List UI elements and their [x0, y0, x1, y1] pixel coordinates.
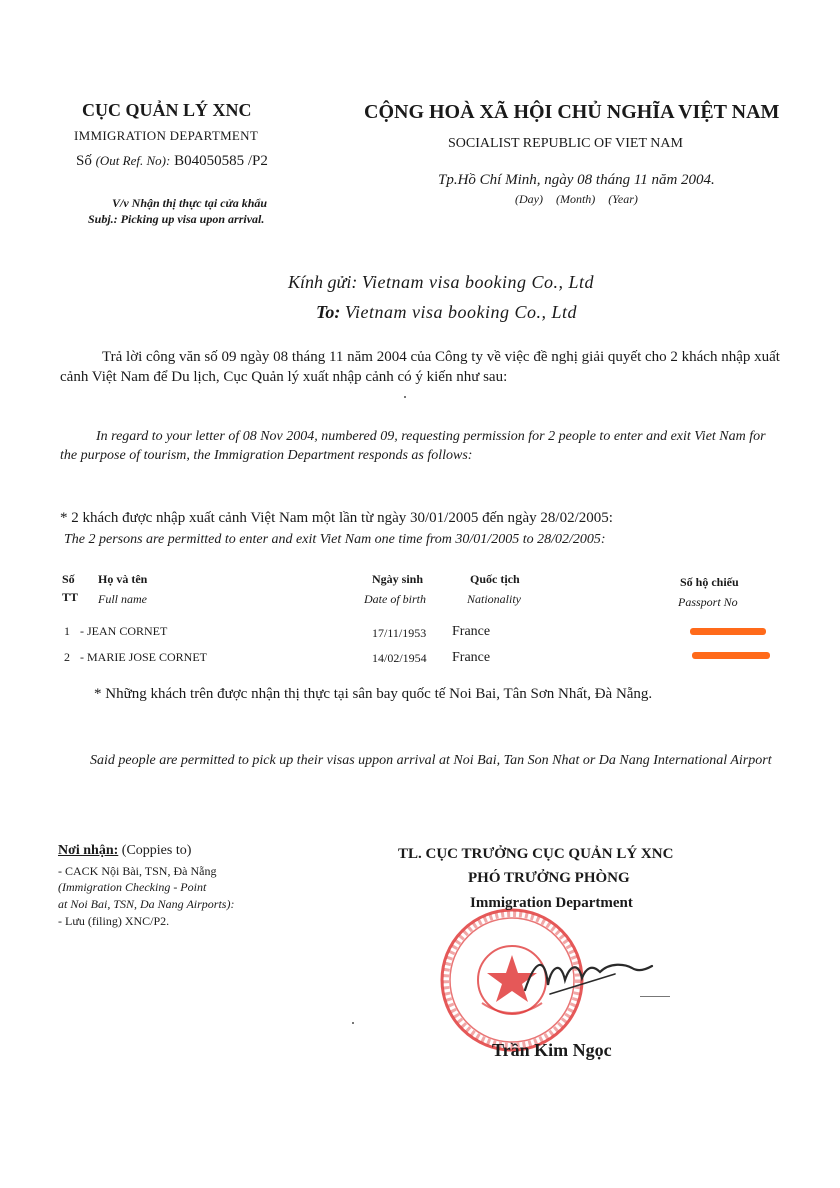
subject-en: Subj.: Picking up visa upon arrival. — [88, 212, 265, 226]
copies-line-2: (Immigration Checking - Point — [58, 880, 207, 894]
header-name-en: Full name — [98, 592, 147, 606]
signer-name: Trần Kim Ngọc — [492, 1040, 612, 1060]
row-nationality: France — [452, 650, 491, 665]
intro-paragraph-en: In regard to your letter of 08 Nov 2004, numbered 09, requesting permission for 2 people to enter and exit Viet Nam for the purpose of tourism, the Immigration Department responds as follows: — [60, 429, 766, 463]
header-dob-vn: Ngày sinh — [372, 572, 424, 586]
row-number: 1 — [64, 624, 70, 638]
signature-title-1: TL. CỤC TRƯỞNG CỤC QUẢN LÝ XNC — [398, 846, 674, 862]
copies-line-1: - CACK Nội Bài, TSN, Đà Nẵng — [58, 864, 217, 878]
header-no-vn: Số — [62, 572, 75, 586]
country-name-vn: CỘNG HOÀ XÃ HỘI CHỦ NGHĨA VIỆT NAM — [364, 101, 780, 123]
recipient-en — [316, 302, 577, 323]
header-name-vn: Họ và tên — [98, 572, 148, 586]
scan-speck — [404, 396, 406, 398]
row-date-of-birth: 17/11/1953 — [372, 626, 427, 640]
kinh-gui-label: Kính gửi: — [288, 272, 358, 292]
place-and-date: Tp.Hồ Chí Minh, ngày 08 tháng 11 năm 2004. — [438, 172, 715, 188]
subject-vn: V/v Nhận thị thực tại cửa khẩu — [112, 196, 268, 210]
signature-title-3: Immigration Department — [470, 895, 633, 911]
intro-paragraph-vn: Trả lời công văn số 09 ngày 08 tháng 11 năm 2004 của Công ty về việc đề nghị giải quyết cho 2 khách nhập xuất cảnh Việt Nam để Du lịch, Cục Quản lý xuất nhập cảnh có ý kiến như sau: — [60, 349, 780, 385]
header-no-en: TT — [62, 590, 79, 604]
country-name-en: SOCIALIST REPUBLIC OF VIET NAM — [448, 136, 683, 151]
header-passport-en: Passport No — [678, 595, 738, 609]
passport-redaction — [690, 628, 766, 635]
signature-flourish-line — [640, 996, 670, 997]
row-number: 2 — [64, 650, 70, 664]
copies-title-line — [58, 843, 191, 859]
header-passport-vn: Số hộ chiếu — [680, 575, 739, 589]
permit-line-en: The 2 persons are permitted to enter and exit Viet Nam one time from 30/01/2005 to 28/02/2005: — [64, 532, 606, 547]
header-nationality-en: Nationality — [467, 592, 521, 606]
scan-speck — [352, 1022, 354, 1024]
to-name: Vietnam visa booking Co., Ltd — [344, 302, 577, 322]
visa-pickup-en: Said people are permitted to pick up their visas uppon arrival at Noi Bai, Tan Son Nhat or Da Nang International Airport — [90, 753, 772, 768]
reference-number-line — [76, 153, 268, 170]
copies-line-3: at Noi Bai, TSN, Da Nang Airports): — [58, 897, 235, 911]
ref-label: Số — [76, 153, 92, 169]
handwritten-signature — [520, 950, 660, 1005]
kinh-gui-name: Vietnam visa booking Co., Ltd — [361, 272, 594, 292]
department-name-en: IMMIGRATION DEPARTMENT — [74, 128, 259, 143]
row-nationality: France — [452, 624, 491, 639]
row-date-of-birth: 14/02/1954 — [372, 651, 427, 665]
ref-number: B04050585 /P2 — [174, 153, 268, 169]
copies-line-4: - Lưu (filing) XNC/P2. — [58, 914, 170, 928]
date-legend: (Day) (Month) (Year) — [515, 192, 638, 206]
recipient-vn — [288, 272, 594, 293]
permit-line-vn: * 2 khách được nhập xuất cảnh Việt Nam một lần từ ngày 30/01/2005 đến ngày 28/02/2005: — [60, 510, 613, 526]
copies-title: Nơi nhận: — [58, 843, 119, 858]
header-nationality-vn: Quốc tịch — [470, 572, 520, 586]
department-name-vn: CỤC QUẢN LÝ XNC — [82, 100, 252, 120]
row-full-name: - MARIE JOSE CORNET — [80, 650, 208, 664]
passport-redaction — [692, 652, 770, 659]
visa-pickup-vn: * Những khách trên được nhận thị thực tại sân bay quốc tế Noi Bai, Tân Sơn Nhất, Đà Nẵng. — [94, 686, 653, 702]
to-label: To: — [316, 302, 341, 322]
ref-label-en: (Out Ref. No): — [95, 153, 171, 168]
row-full-name: - JEAN CORNET — [80, 624, 168, 638]
header-dob-en: Date of birth — [364, 592, 426, 606]
copies-title-en: (Coppies to) — [121, 843, 192, 858]
signature-title-2: PHÓ TRƯỞNG PHÒNG — [468, 870, 630, 886]
